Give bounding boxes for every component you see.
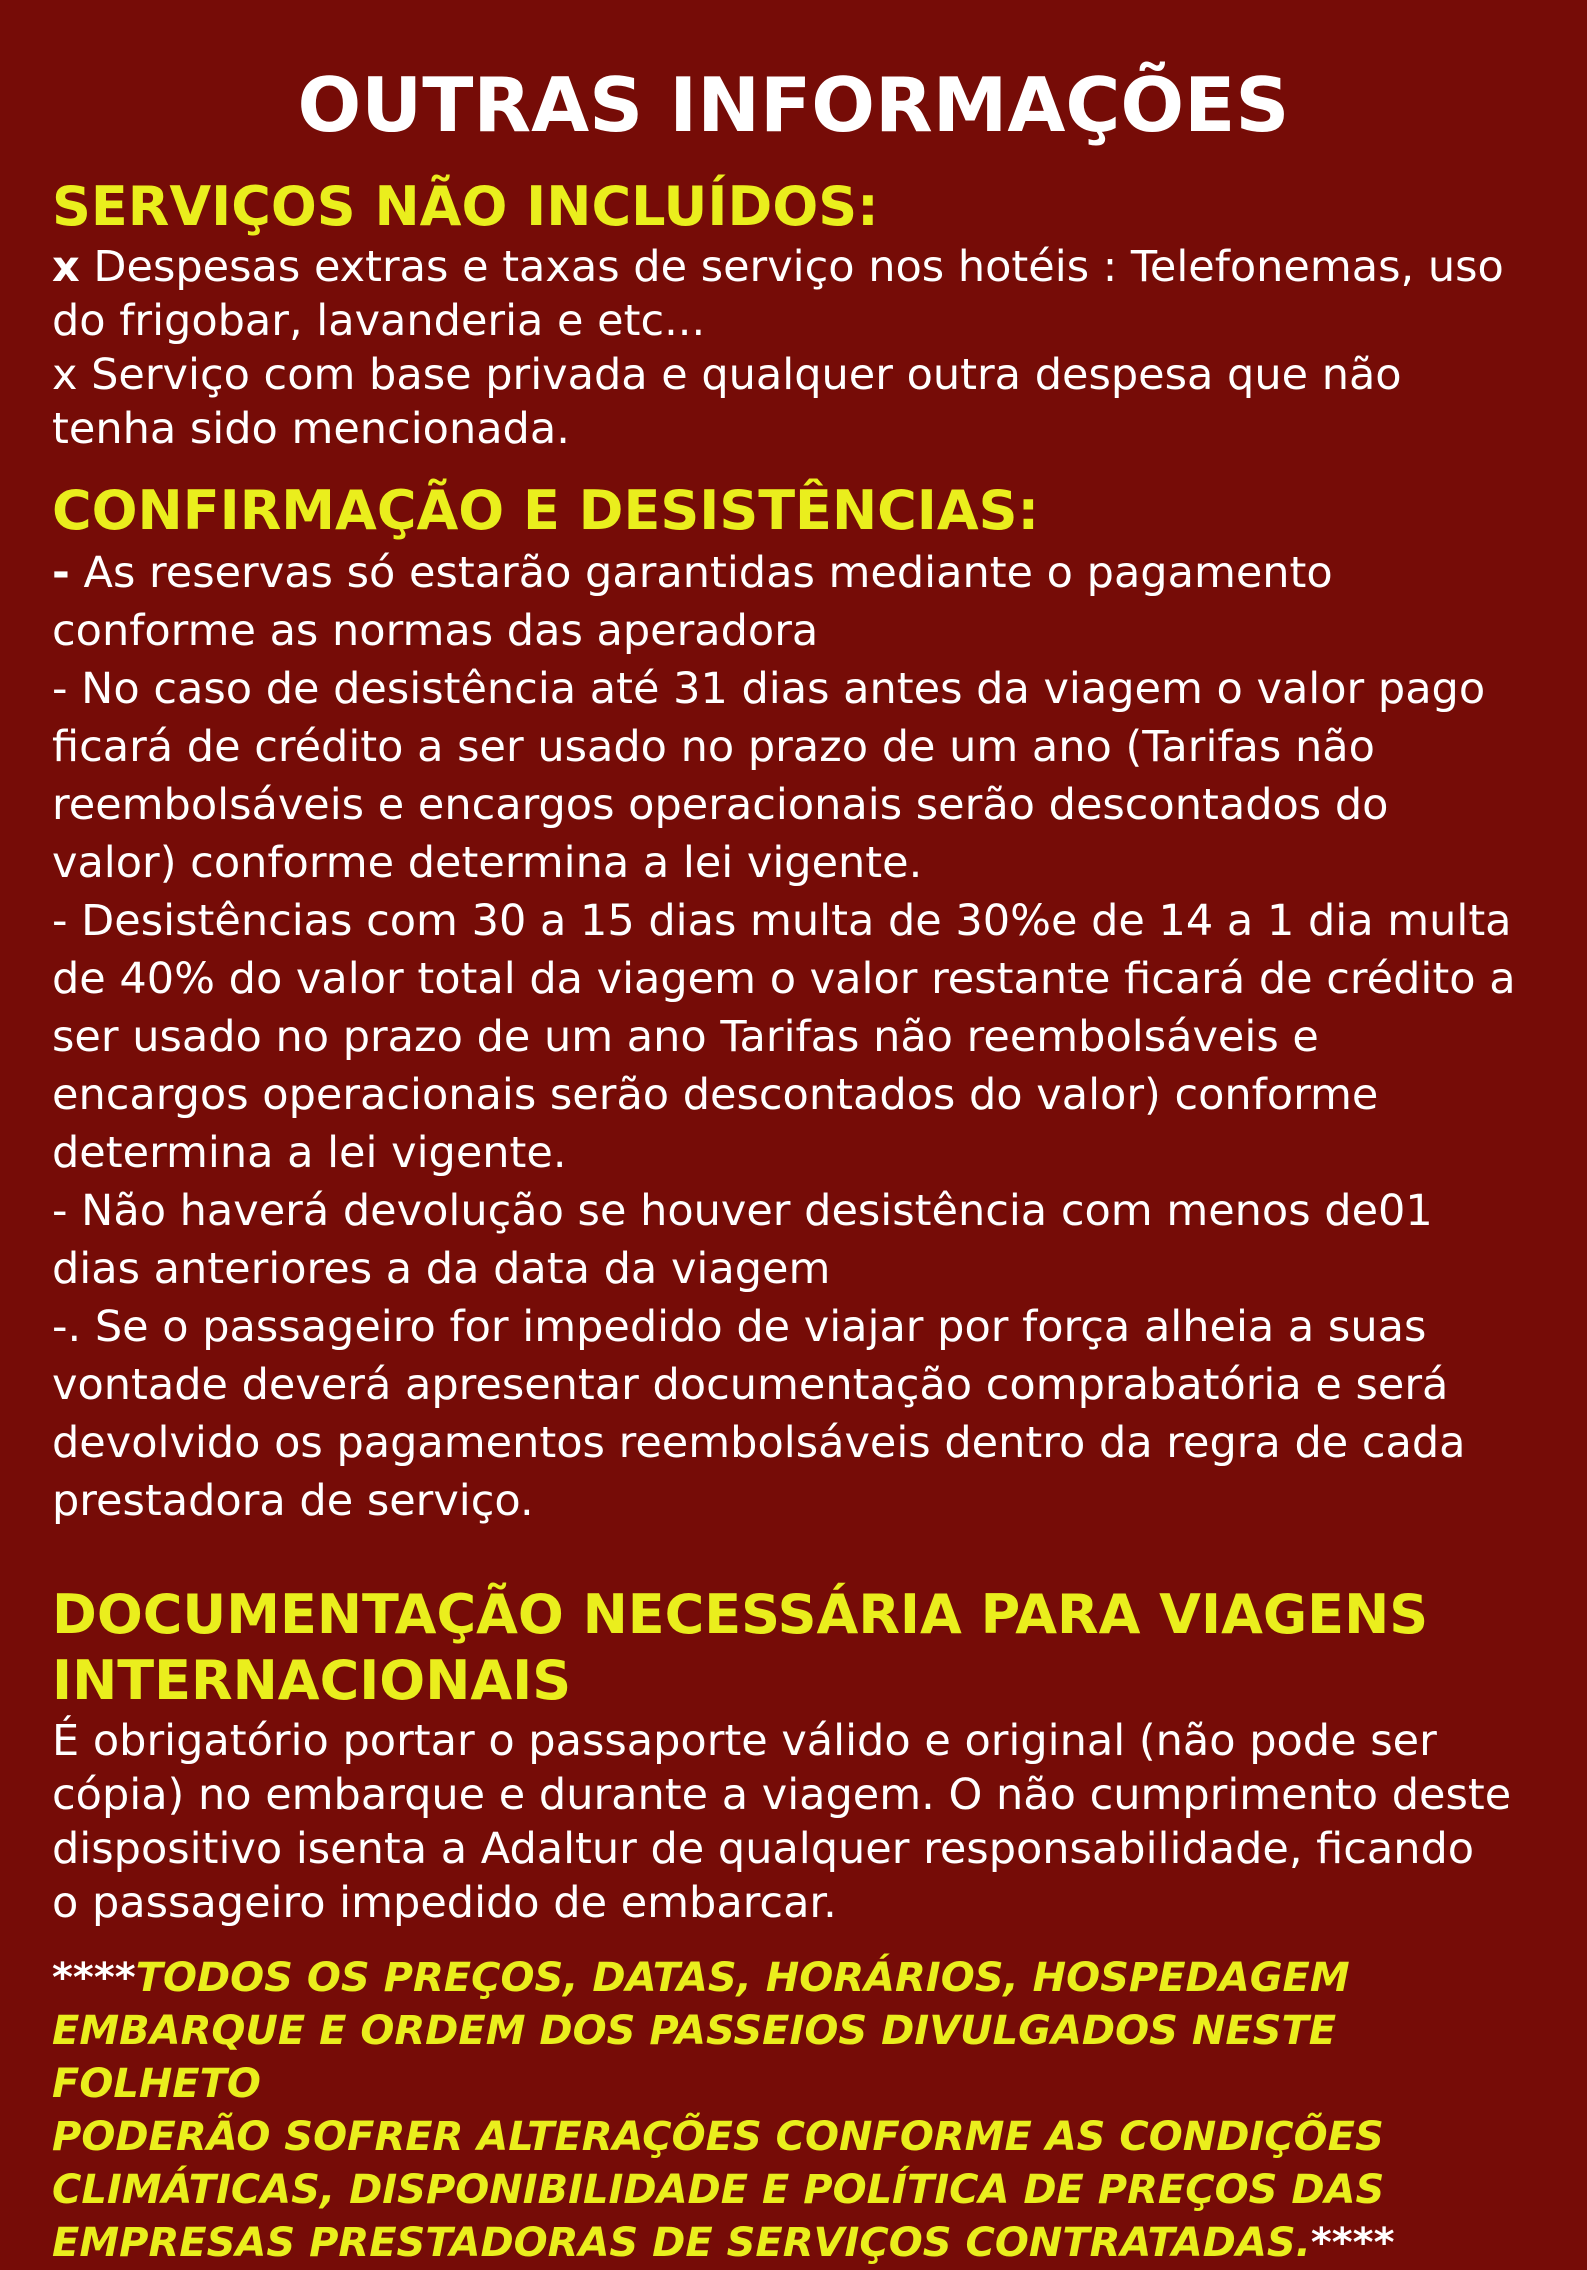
documentation-line: cópia) no embarque e durante a viagem. O não cumprimento deste <box>52 1770 1512 1820</box>
confirmation-line: - No caso de desistência até 31 dias antes da viagem o valor pago <box>52 664 1486 714</box>
documentation-line: É obrigatório portar o passaporte válido e original (não pode ser <box>52 1716 1437 1766</box>
notice-line-2: EMBARQUE E ORDEM DOS PASSEIOS DIVULGADOS NESTE FOLHETO <box>52 2008 1337 2107</box>
confirmation-line: encargos operacionais serão descontados do valor) conforme <box>52 1070 1379 1120</box>
confirmation-text <box>52 544 1535 1530</box>
confirmation-line: vontade deverá apresentar documentação comprabatória e será <box>52 1360 1449 1410</box>
confirmation-line: prestadora de serviço. <box>52 1476 534 1526</box>
documentation-line: o passageiro impedido de embarcar. <box>52 1878 837 1928</box>
confirmation-line: reembolsáveis e encargos operacionais serão descontados do <box>52 780 1389 830</box>
services-item-2-line-1: x Serviço com base privada e qualquer outra despesa que não <box>52 350 1402 400</box>
confirmation-line: devolvido os pagamentos reembolsáveis dentro da regra de cada <box>52 1418 1466 1468</box>
documentation-heading <box>52 1582 1535 1714</box>
services-heading: SERVIÇOS NÃO INCLUÍDOS: <box>52 175 879 238</box>
notice-line-3: PODERÃO SOFRER ALTERAÇÕES CONFORME AS CONDIÇÕES <box>52 2114 1384 2160</box>
services-not-included-section <box>52 174 1535 456</box>
page-title: OUTRAS INFORMAÇÕES <box>297 61 1290 149</box>
x-mark: x <box>52 242 80 292</box>
documentation-section <box>52 1582 1535 1930</box>
confirmation-line: -. Se o passageiro for impedido de viajar por força alheia a suas <box>52 1302 1427 1352</box>
notice-line-5: EMPRESAS PRESTADORAS DE SERVIÇOS CONTRATADAS.**** <box>52 2220 1395 2266</box>
notice-stars-open: **** <box>52 1955 136 2001</box>
confirmation-line: - As reservas só estarão garantidas mediante o pagamento <box>52 548 1333 598</box>
confirmation-line: de 40% do valor total da viagem o valor restante ficará de crédito a <box>52 954 1516 1004</box>
services-item-1-cont: do frigobar, lavanderia e etc... <box>52 296 706 346</box>
documentation-text <box>52 1714 1535 1930</box>
price-change-notice <box>52 1952 1535 2270</box>
confirmation-line: ser usado no prazo de um ano Tarifas não reembolsáveis e <box>52 1012 1319 1062</box>
confirmation-line: - Não haverá devolução se houver desistência com menos de01 <box>52 1186 1433 1236</box>
services-item-1 <box>52 240 1535 294</box>
services-text <box>52 240 1535 456</box>
confirmation-line: valor) conforme determina a lei vigente. <box>52 838 923 888</box>
notice-line-1: ****TODOS OS PREÇOS, DATAS, HORÁRIOS, HOSPEDAGEM <box>52 1955 1350 2001</box>
services-item-1-text: Despesas extras e taxas de serviço nos hotéis : Telefonemas, uso <box>79 242 1504 292</box>
confirmation-section <box>52 478 1535 1530</box>
documentation-heading-line-1: DOCUMENTAÇÃO NECESSÁRIA PARA VIAGENS <box>52 1583 1429 1646</box>
dash-mark: - <box>52 548 70 598</box>
confirmation-line: determina a lei vigente. <box>52 1128 567 1178</box>
confirmation-line: conforme as normas das aperadora <box>52 606 819 656</box>
confirmation-heading: CONFIRMAÇÃO E DESISTÊNCIAS: <box>52 479 1040 542</box>
confirmation-line: ficará de crédito a ser usado no prazo de um ano (Tarifas não <box>52 722 1375 772</box>
documentation-line: dispositivo isenta a Adaltur de qualquer responsabilidade, ficando <box>52 1824 1475 1874</box>
confirmation-line: dias anteriores a da data da viagem <box>52 1244 831 1294</box>
services-item-2-line-2: tenha sido mencionada. <box>52 404 570 454</box>
notice-line-4: CLIMÁTICAS, DISPONIBILIDADE E POLÍTICA DE PREÇOS DAS <box>52 2167 1385 2213</box>
documentation-heading-line-2: INTERNACIONAIS <box>52 1649 572 1712</box>
notice-stars-close: **** <box>1310 2220 1395 2266</box>
confirmation-line: - Desistências com 30 a 15 dias multa de 30%e de 14 a 1 dia multa <box>52 896 1512 946</box>
